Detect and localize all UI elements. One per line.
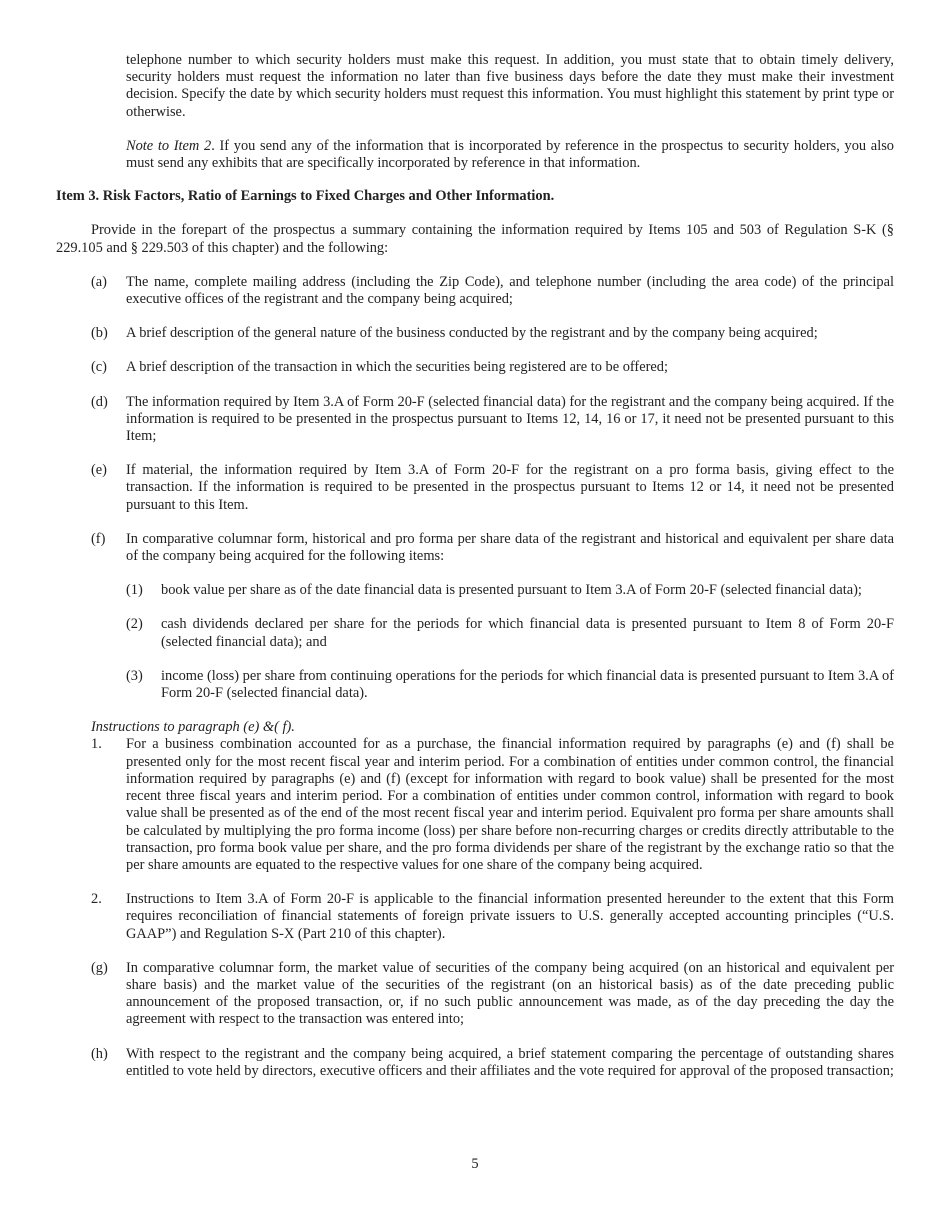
instruction-text: Instructions to Item 3.A of Form 20-F is applicable to the financial information presented hereunder to the extent that this Form requires reconciliation of financial statements of foreign private issuers to U.S. generally accepted accounting principles (“U.S. GAAP”) and Regulation S-X (Part 210 of this chapter). xyxy=(126,891,894,942)
paragraph-e xyxy=(91,462,894,514)
paragraph-g xyxy=(91,960,894,1029)
paragraph-text: With respect to the registrant and the company being acquired, a brief statement comparing the percentage of outstanding shares entitled to vote held by directors, executive officers and their affiliates and the vote required for approval of the proposed transaction; xyxy=(126,1045,894,1079)
subitem-label: (3) xyxy=(126,667,143,684)
paragraph-d xyxy=(91,394,894,446)
subitem-1 xyxy=(126,582,894,599)
instruction-text: For a business combination accounted for as a purchase, the financial information required by paragraphs (e) and (f) shall be presented only for the most recent fiscal year and interim period. For a combination of entities under common control, the financial information required by paragraphs (e) and (f) (except for information with regard to book value) shall be presented for the most recent three fiscal years and interim period. For a combination of entities under common control, information with regard to book value shall be presented as of the end of the most recent fiscal year and interim period. Equivalent pro forma per share amounts shall be calculated by multiplying the pro forma income (loss) per share before non-recurring charges or credits directly attributable to the transaction, pro forma book value per share, and the pro forma dividends per share of the registrant by the exchange ratio so that the per share amounts are equated to the respective values for one share of the company being acquired. xyxy=(126,736,894,873)
paragraph-text: A brief description of the transaction in which the securities being registered are to be offered; xyxy=(126,359,668,376)
paragraph-label: (c) xyxy=(91,359,107,376)
item-3-intro: Provide in the forepart of the prospectus a summary containing the information required by Items 105 and 503 of Regulation S-K (§ 229.105 and § 229.503 of this chapter) and the following: xyxy=(56,222,894,256)
paragraph-text: The name, complete mailing address (including the Zip Code), and telephone number (including the area code) of the principal executive offices of the registrant and the company being acquired; xyxy=(126,273,894,308)
instructions-heading: Instructions to paragraph (e) &( f). xyxy=(91,719,295,736)
paragraph-text: The information required by Item 3.A of Form 20-F (selected financial data) for the registrant and the company being acquired. If the information is required to be presented in the prospectus pursuant to Items 12, 14, 16 or 17, it need not be presented pursuant to this Item; xyxy=(126,393,894,445)
paragraph-b xyxy=(91,325,894,342)
paragraph-f xyxy=(91,531,894,565)
paragraph-label: (e) xyxy=(91,462,107,479)
paragraph-label: (g) xyxy=(91,959,108,976)
continuation-paragraph: telephone number to which security holders must make this request. In addition, you must state that to obtain timely delivery, security holders must request the information no later than five business days before the date they must make their investment decision. Specify the date by which security holders must request this information. You must highlight this statement by print type or otherwise. xyxy=(126,52,894,120)
paragraph-text: In comparative columnar form, the market value of securities of the company being acquired (on an historical and equivalent per share basis) and the market value of the securities of the registrant (on an historical basis) as of the date preceding public announcement of the proposed transaction, or, if no such public announcement was made, as of the day preceding the day the agreement with respect to the transaction was entered into; xyxy=(126,959,894,1028)
paragraph-label: (a) xyxy=(91,273,107,290)
document-page xyxy=(56,52,894,1080)
note-text: . If you send any of the information that is incorporated by reference in the prospectus to security holders, you also must send any exhibits that are specifically incorporated by reference in that information. xyxy=(126,137,894,172)
paragraph-label: (h) xyxy=(91,1045,108,1062)
paragraph-a xyxy=(91,274,894,308)
instruction-label: 1. xyxy=(91,736,102,753)
paragraph-text: If material, the information required by Item 3.A of Form 20-F for the registrant on a pro forma basis, giving effect to the transaction. If the information is required to be presented in the prospectus pursuant to Items 12 or 14, it need not be presented pursuant to this Item. xyxy=(126,462,894,513)
instruction-label: 2. xyxy=(91,891,102,908)
paragraph-c xyxy=(91,359,894,376)
paragraph-label: (f) xyxy=(91,530,106,547)
instruction-1 xyxy=(91,736,894,874)
subitem-label: (2) xyxy=(126,616,143,633)
subitem-3 xyxy=(126,668,894,702)
subitem-text: cash dividends declared per share for the periods for which financial data is presented pursuant to Item 8 of Form 20-F (selected financial data); and xyxy=(161,616,894,650)
note-label: Note to Item 2 xyxy=(126,137,212,154)
subitem-text: income (loss) per share from continuing operations for the periods for which financial data is presented pursuant to Item 3.A of Form 20-F (selected financial data). xyxy=(161,667,894,702)
paragraph-text: A brief description of the general nature of the business conducted by the registrant and by the company being acquired; xyxy=(126,325,818,342)
item-3-heading: Item 3. Risk Factors, Ratio of Earnings to Fixed Charges and Other Information. xyxy=(56,188,555,205)
subitem-2 xyxy=(126,616,894,650)
paragraph-h xyxy=(91,1046,894,1080)
instruction-2 xyxy=(91,891,894,943)
paragraph-text: In comparative columnar form, historical and pro forma per share data of the registrant and historical and equivalent per share data of the company being acquired for the following items: xyxy=(126,530,894,565)
page-number: 5 xyxy=(471,1156,479,1172)
paragraph-label: (b) xyxy=(91,325,108,342)
subitem-label: (1) xyxy=(126,582,143,599)
note-to-item-2 xyxy=(126,138,894,172)
paragraph-label: (d) xyxy=(91,393,108,410)
subitem-text: book value per share as of the date financial data is presented pursuant to Item 3.A of Form 20-F (selected financial data); xyxy=(161,582,862,599)
